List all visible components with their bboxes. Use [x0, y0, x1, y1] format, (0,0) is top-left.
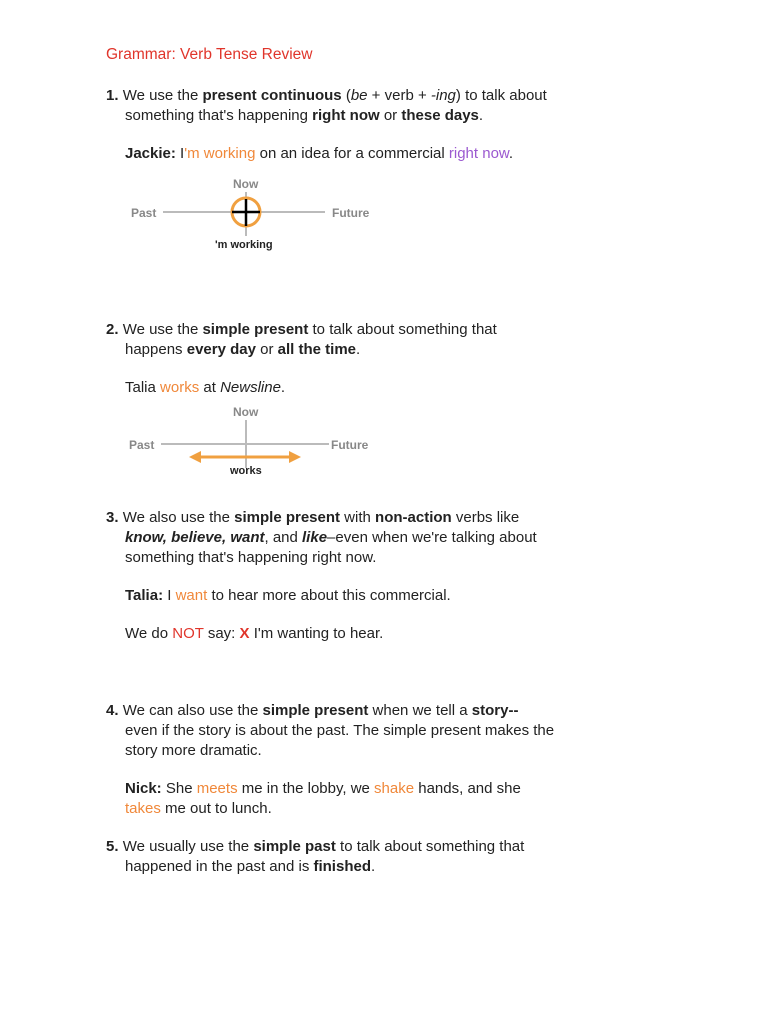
not-emphasis: NOT	[172, 625, 204, 642]
text: We do	[125, 625, 173, 642]
highlight-verb: shake	[374, 780, 415, 797]
text: me in the lobby, we	[237, 780, 375, 797]
highlight-verb: works	[160, 379, 200, 396]
item-2-line-1	[106, 320, 497, 340]
item-number: 5.	[106, 838, 119, 855]
text: I'm wanting to hear.	[249, 625, 384, 642]
speaker: Jackie:	[125, 145, 176, 162]
text: We also use the	[122, 509, 235, 526]
highlight-verb: want	[175, 587, 208, 604]
term: right now	[312, 107, 380, 124]
speaker: Nick:	[125, 780, 162, 797]
text: -ing	[430, 87, 456, 104]
past-label: Past	[131, 206, 157, 220]
text: .	[371, 858, 376, 875]
item-3-example	[125, 586, 451, 606]
term: simple present	[262, 702, 369, 719]
text: verbs like	[451, 509, 520, 526]
verb-list: know, believe, want	[125, 529, 265, 546]
text: or	[255, 341, 278, 358]
item-3-line-3: something that's happening right now.	[125, 549, 377, 566]
verb: like	[302, 529, 328, 546]
publication-name: Newsline	[220, 379, 281, 396]
page-title: Grammar: Verb Tense Review	[106, 46, 313, 63]
item-4-line-1	[106, 701, 518, 721]
item-number: 2.	[106, 321, 119, 338]
item-number: 4.	[106, 702, 119, 719]
text: with	[340, 509, 376, 526]
text: .	[280, 379, 286, 396]
term: story--	[471, 702, 519, 719]
timeline-diagram-1	[125, 172, 385, 262]
text: ) to talk about	[455, 87, 547, 104]
item-2-line-2	[125, 340, 360, 360]
text: She	[161, 780, 197, 797]
text: happens	[125, 341, 187, 358]
item-number: 3.	[106, 509, 119, 526]
text: Talia	[125, 379, 161, 396]
item-1-line-1	[106, 86, 547, 106]
text: –even when we're talking about	[327, 529, 537, 546]
text: + verb +	[367, 87, 431, 104]
text: to hear more about this commercial.	[207, 587, 451, 604]
text: to talk about something that	[308, 321, 497, 338]
text: to talk about something that	[335, 838, 525, 855]
text: be	[350, 87, 368, 104]
item-4-example-cont	[125, 799, 272, 819]
item-3-line-2	[125, 528, 537, 548]
now-label: Now	[233, 177, 259, 191]
item-number: 1.	[106, 87, 119, 104]
item-1-example	[125, 144, 513, 164]
diagram-verb-label: 'm working	[215, 239, 273, 251]
term: present continuous	[202, 87, 342, 104]
text: (	[341, 87, 351, 104]
wrong-mark-icon: X	[239, 625, 250, 642]
item-4-line-2: even if the story is about the past. The simple present makes the	[125, 722, 555, 739]
item-4-example	[125, 779, 521, 799]
text: We can also use the	[122, 702, 263, 719]
highlight-verb: meets	[196, 780, 238, 797]
term: every day	[186, 341, 256, 358]
term: finished	[313, 858, 371, 875]
text: me out to lunch.	[160, 800, 272, 817]
item-3-note	[125, 624, 383, 644]
term: all the time	[277, 341, 357, 358]
text: when we tell a	[368, 702, 472, 719]
text: We use the	[122, 321, 203, 338]
past-label: Past	[129, 438, 155, 452]
item-1-line-2	[125, 106, 483, 126]
text: happened in the past and is	[125, 858, 314, 875]
item-5-line-2	[125, 857, 375, 877]
text: .	[508, 145, 514, 162]
highlight-verb: takes	[125, 800, 161, 817]
now-label: Now	[233, 405, 259, 419]
highlight-verb: 'm working	[184, 145, 256, 162]
item-2-example	[125, 378, 285, 398]
item-5-line-1	[106, 837, 524, 857]
future-label: Future	[331, 438, 369, 452]
term: simple past	[253, 838, 336, 855]
text: say:	[203, 625, 240, 642]
speaker: Talia:	[125, 587, 164, 604]
term: these days	[401, 107, 479, 124]
item-4-line-3: story more dramatic.	[125, 742, 262, 759]
text: .	[356, 341, 361, 358]
timeline-diagram-2	[125, 402, 385, 482]
term: simple present	[202, 321, 309, 338]
text: I	[175, 145, 185, 162]
text: We use the	[122, 87, 203, 104]
text: .	[478, 107, 484, 124]
text: We usually use the	[122, 838, 254, 855]
diagram-verb-label: works	[230, 465, 262, 477]
text: , and	[264, 529, 303, 546]
item-3-line-1	[106, 508, 519, 528]
highlight-time: right now	[448, 145, 509, 162]
text: hands, and she	[414, 780, 521, 797]
text: on an idea for a commercial	[255, 145, 449, 162]
text: or	[379, 107, 402, 124]
text: I	[163, 587, 176, 604]
term: simple present	[234, 509, 341, 526]
future-label: Future	[332, 206, 370, 220]
text: at	[199, 379, 221, 396]
text: something that's happening	[125, 107, 313, 124]
term: non-action	[375, 509, 452, 526]
